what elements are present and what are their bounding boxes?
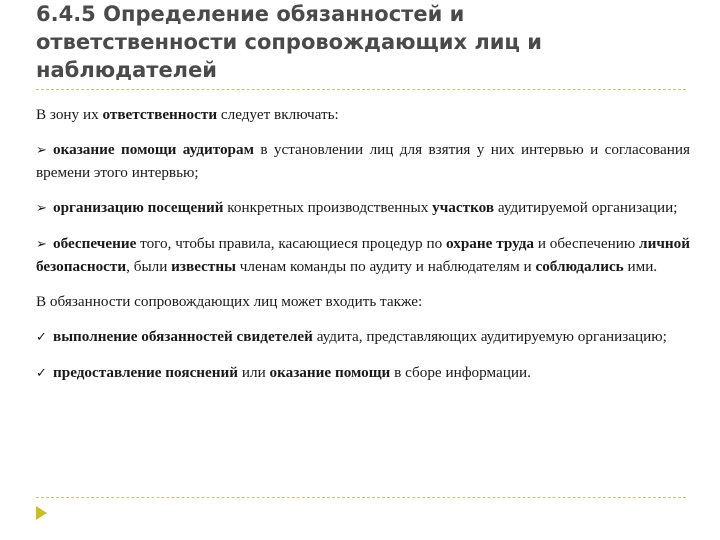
- intro-paragraph-additional-duties: В обязанности сопровождающих лиц может входить также:: [36, 293, 423, 310]
- intro-paragraph-responsibility: В зону их ответственности следует включать:: [36, 106, 339, 123]
- title-line-2: ответственности сопровождающих лиц и: [36, 30, 543, 54]
- slide-content: [36, 104, 690, 385]
- list-item-assist-auditors: ➢ оказание помощи аудиторам в установлении лиц для взятия у них интервью и согласования времени этого интервью;: [36, 141, 690, 181]
- slide-title: [36, 0, 686, 84]
- title-line-1: 6.4.5 Определение обязанностей и: [36, 2, 465, 26]
- triangle-marker-icon: [36, 506, 47, 520]
- footer-divider: [36, 497, 686, 498]
- list-item-ensure-safety-rules: ➢ обеспечение того, чтобы правила, касающиеся процедур по охране труда и обеспечению личной безопасности, были известны членам команды по аудиту и наблюдателям и соблюдались ими.: [36, 235, 690, 275]
- bold-term: ответственности: [102, 106, 218, 123]
- arrow-bullet-icon: ➢: [36, 201, 47, 216]
- list-item-explanations: ✓ предоставление пояснений или оказание помощи в сборе информации.: [36, 362, 690, 385]
- arrow-bullet-icon: ➢: [36, 143, 47, 158]
- list-item-witness-duties: ✓ выполнение обязанностей свидетелей аудита, представляющих аудитируемую организацию;: [36, 326, 690, 349]
- list-item-organize-visits: ➢ организацию посещений конкретных производственных участков аудитируемой организации;: [36, 197, 690, 220]
- title-line-3: наблюдателей: [36, 58, 218, 82]
- arrow-bullet-icon: ➢: [36, 237, 47, 252]
- checkmark-bullet-icon: ✓: [36, 366, 47, 381]
- checkmark-bullet-icon: ✓: [36, 330, 47, 345]
- title-divider: [36, 89, 686, 90]
